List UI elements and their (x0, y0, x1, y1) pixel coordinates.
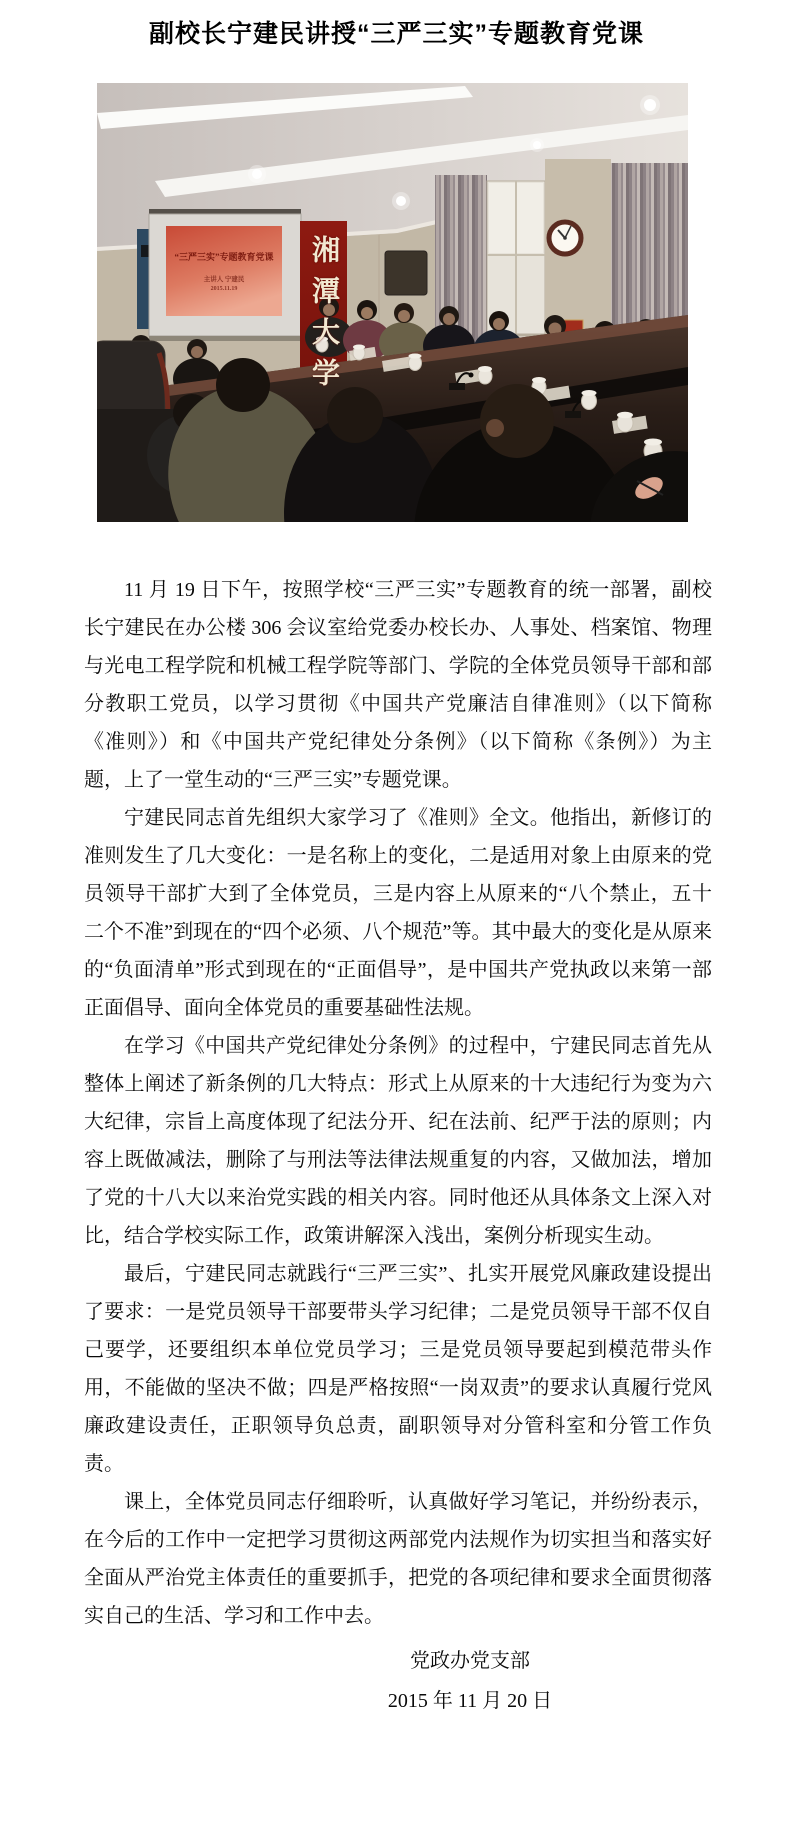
paragraph-4: 最后，宁建民同志就践行“三严三实”、扎实开展党风廉政建设提出了要求：一是党员领导干部要带头学习纪律；二是党员领导干部不仅自己要学，还要组织本单位党员学习；三是党员领导要起到模范带头作用，不能做的坚决不做；四是严格按照“一岗双责”的要求认真履行党风廉政建设责任，正职领导负总责，副职领导对分管科室和分管工作负责。 (84, 1263, 712, 1475)
projection-screen (149, 209, 301, 341)
paragraph-1: 11 月 19 日下午，按照学校“三严三实”专题教育的统一部署，副校长宁建民在办公楼 306 会议室给党委办校长办、人事处、档案馆、物理与光电工程学院和机械工程学院等部门、学院的全体党员领导干部和部分教职工党员，以学习贯彻《中国共产党廉洁自律准则》（以下简称《准则》）和《中国共产党纪律处分条例》（以下简称《条例》）为主题，上了一堂生动的“三严三实”专题党课。 (84, 579, 712, 791)
signature-unit: 党政办党支部 (410, 1650, 530, 1672)
signature-date: 2015 年 11 月 20 日 (387, 1690, 553, 1712)
meeting-room-illustration (97, 83, 688, 522)
slide-date: 2015.11.19 (210, 286, 238, 292)
paragraph-3: 在学习《中国共产党纪律处分条例》的过程中，宁建民同志首先从整体上阐述了新条例的几大特点：形式上从原来的十大违纪行为变为六大纪律，宗旨上高度体现了纪法分开、纪在法前、纪严于法的原则；内容上既做减法，删除了与刑法等法律法规重复的内容，又做加法，增加了党的十八大以来治党实践的相关内容。同时他还从具体条文上深入对比，结合学校实际工作，政策讲解深入浅出，案例分析现实生动。 (84, 1035, 712, 1247)
slide-area (166, 226, 282, 316)
paragraph-2: 宁建民同志首先组织大家学习了《准则》全文。他指出，新修订的准则发生了几大变化：一是名称上的变化，二是适用对象上由原来的党员领导干部扩大到了全体党员，三是内容上从原来的“八个禁止，五十二个不准”到现在的“四个必须、八个规范”等。其中最大的变化是从原来的“负面清单”形式到现在的“正面倡导”，是中国共产党执政以来第一部正面倡导、面向全体党员的重要基础性法规。 (84, 807, 712, 1019)
wall-speaker (385, 251, 427, 295)
wall-clock (549, 222, 581, 254)
signature-block (360, 1641, 580, 1721)
article-body (84, 571, 712, 1635)
meeting-photo (97, 83, 688, 522)
slide-presenter: 主讲人 宁建民 (203, 276, 245, 283)
university-banner: 湘潭大学 (308, 235, 339, 399)
paragraph-5: 课上，全体党员同志仔细聆听，认真做好学习笔记，并纷纷表示，在今后的工作中一定把学习贯彻这两部党内法规作为切实担当和落实好全面从严治党主体责任的重要抓手，把党的各项纪律和要求全面贯彻落实自己的生活、学习和工作中去。 (84, 1491, 712, 1627)
page-title: 副校长宁建民讲授“三严三实”专题教育党课 (148, 20, 644, 48)
slide-title: “三严三实”专题教育党课 (174, 252, 274, 262)
